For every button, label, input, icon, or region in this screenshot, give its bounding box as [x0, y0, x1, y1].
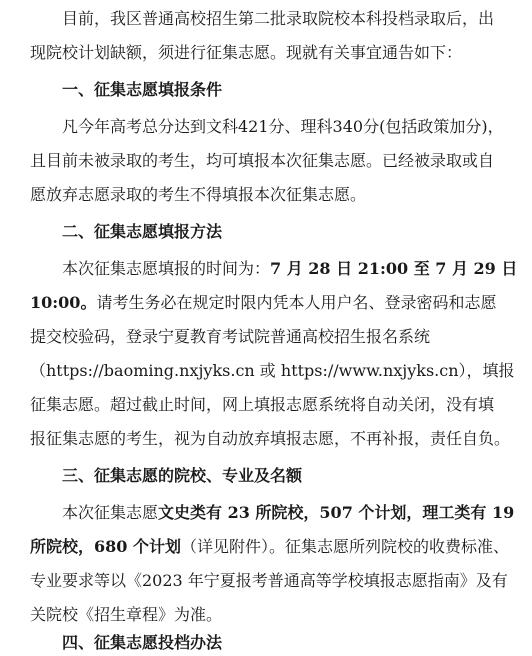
- section-2-line-2: [30, 290, 520, 316]
- section-3-annex-note: （详见附件）。征集志愿所列院校的收费标准、: [180, 537, 509, 556]
- section-1-line-1: 凡今年高考总分达到文科421分、理科340分(包括政策加分)，: [62, 117, 504, 136]
- section-2-line-5: 征集志愿。超过截止时间，网上填报志愿系统将自动关闭，没有填: [30, 395, 495, 414]
- section-2-line-6: 报征集志愿的考生，视为自动放弃填报志愿，不再补报，责任自负。: [30, 429, 511, 448]
- section-3-heading: 三、征集志愿的院校、专业及名额: [62, 466, 303, 485]
- intro-line-1: 目前，我区普通高校招生第二批录取院校本科投档录取后，出: [62, 9, 495, 28]
- section-2-line-4: （https://baoming.nxjyks.cn 或 https://www.nxjyks.cn），填报: [30, 361, 515, 380]
- section-2-time-end: 10:00。: [30, 293, 97, 312]
- section-2-instructions: 请考生务必在规定时限内凭本人用户名、登录密码和志愿: [96, 293, 497, 312]
- section-3-line-2: [30, 534, 520, 560]
- section-3-lead: 本次征集志愿: [62, 503, 159, 522]
- section-2-line-1: [62, 256, 522, 282]
- section-2-line-3: 提交校验码，登录宁夏教育考试院普通高校招生报名系统: [30, 327, 431, 346]
- section-1-heading: 一、征集志愿填报条件: [62, 80, 223, 99]
- section-3-line-3: 专业要求等以《2023 年宁夏报考普通高等学校填报志愿指南》及有: [30, 571, 508, 590]
- section-3-quota-a: 文史类有 23 所院校，507 个计划，理工类有 19: [158, 503, 515, 522]
- section-3-line-4: 关院校《招生章程》为准。: [30, 605, 223, 624]
- intro-line-2: 现院校计划缺额，须进行征集志愿。现就有关事宜通告如下：: [30, 43, 463, 62]
- section-1-line-2: 且目前未被录取的考生，均可填报本次征集志愿。已经被录取或自: [30, 151, 495, 170]
- section-2-heading: 二、征集志愿填报方法: [62, 222, 223, 241]
- section-2-time-label: 本次征集志愿填报的时间为：: [62, 259, 271, 278]
- section-1-line-3: 愿放弃志愿录取的考生不得填报本次征集志愿。: [30, 185, 367, 204]
- section-4-heading: 四、征集志愿投档办法: [62, 633, 223, 652]
- section-3-line-1: [62, 500, 522, 526]
- section-3-quota-b: 所院校，680 个计划: [30, 537, 181, 556]
- section-2-time-range: 7 月 28 日 21:00 至 7 月 29 日: [270, 259, 518, 278]
